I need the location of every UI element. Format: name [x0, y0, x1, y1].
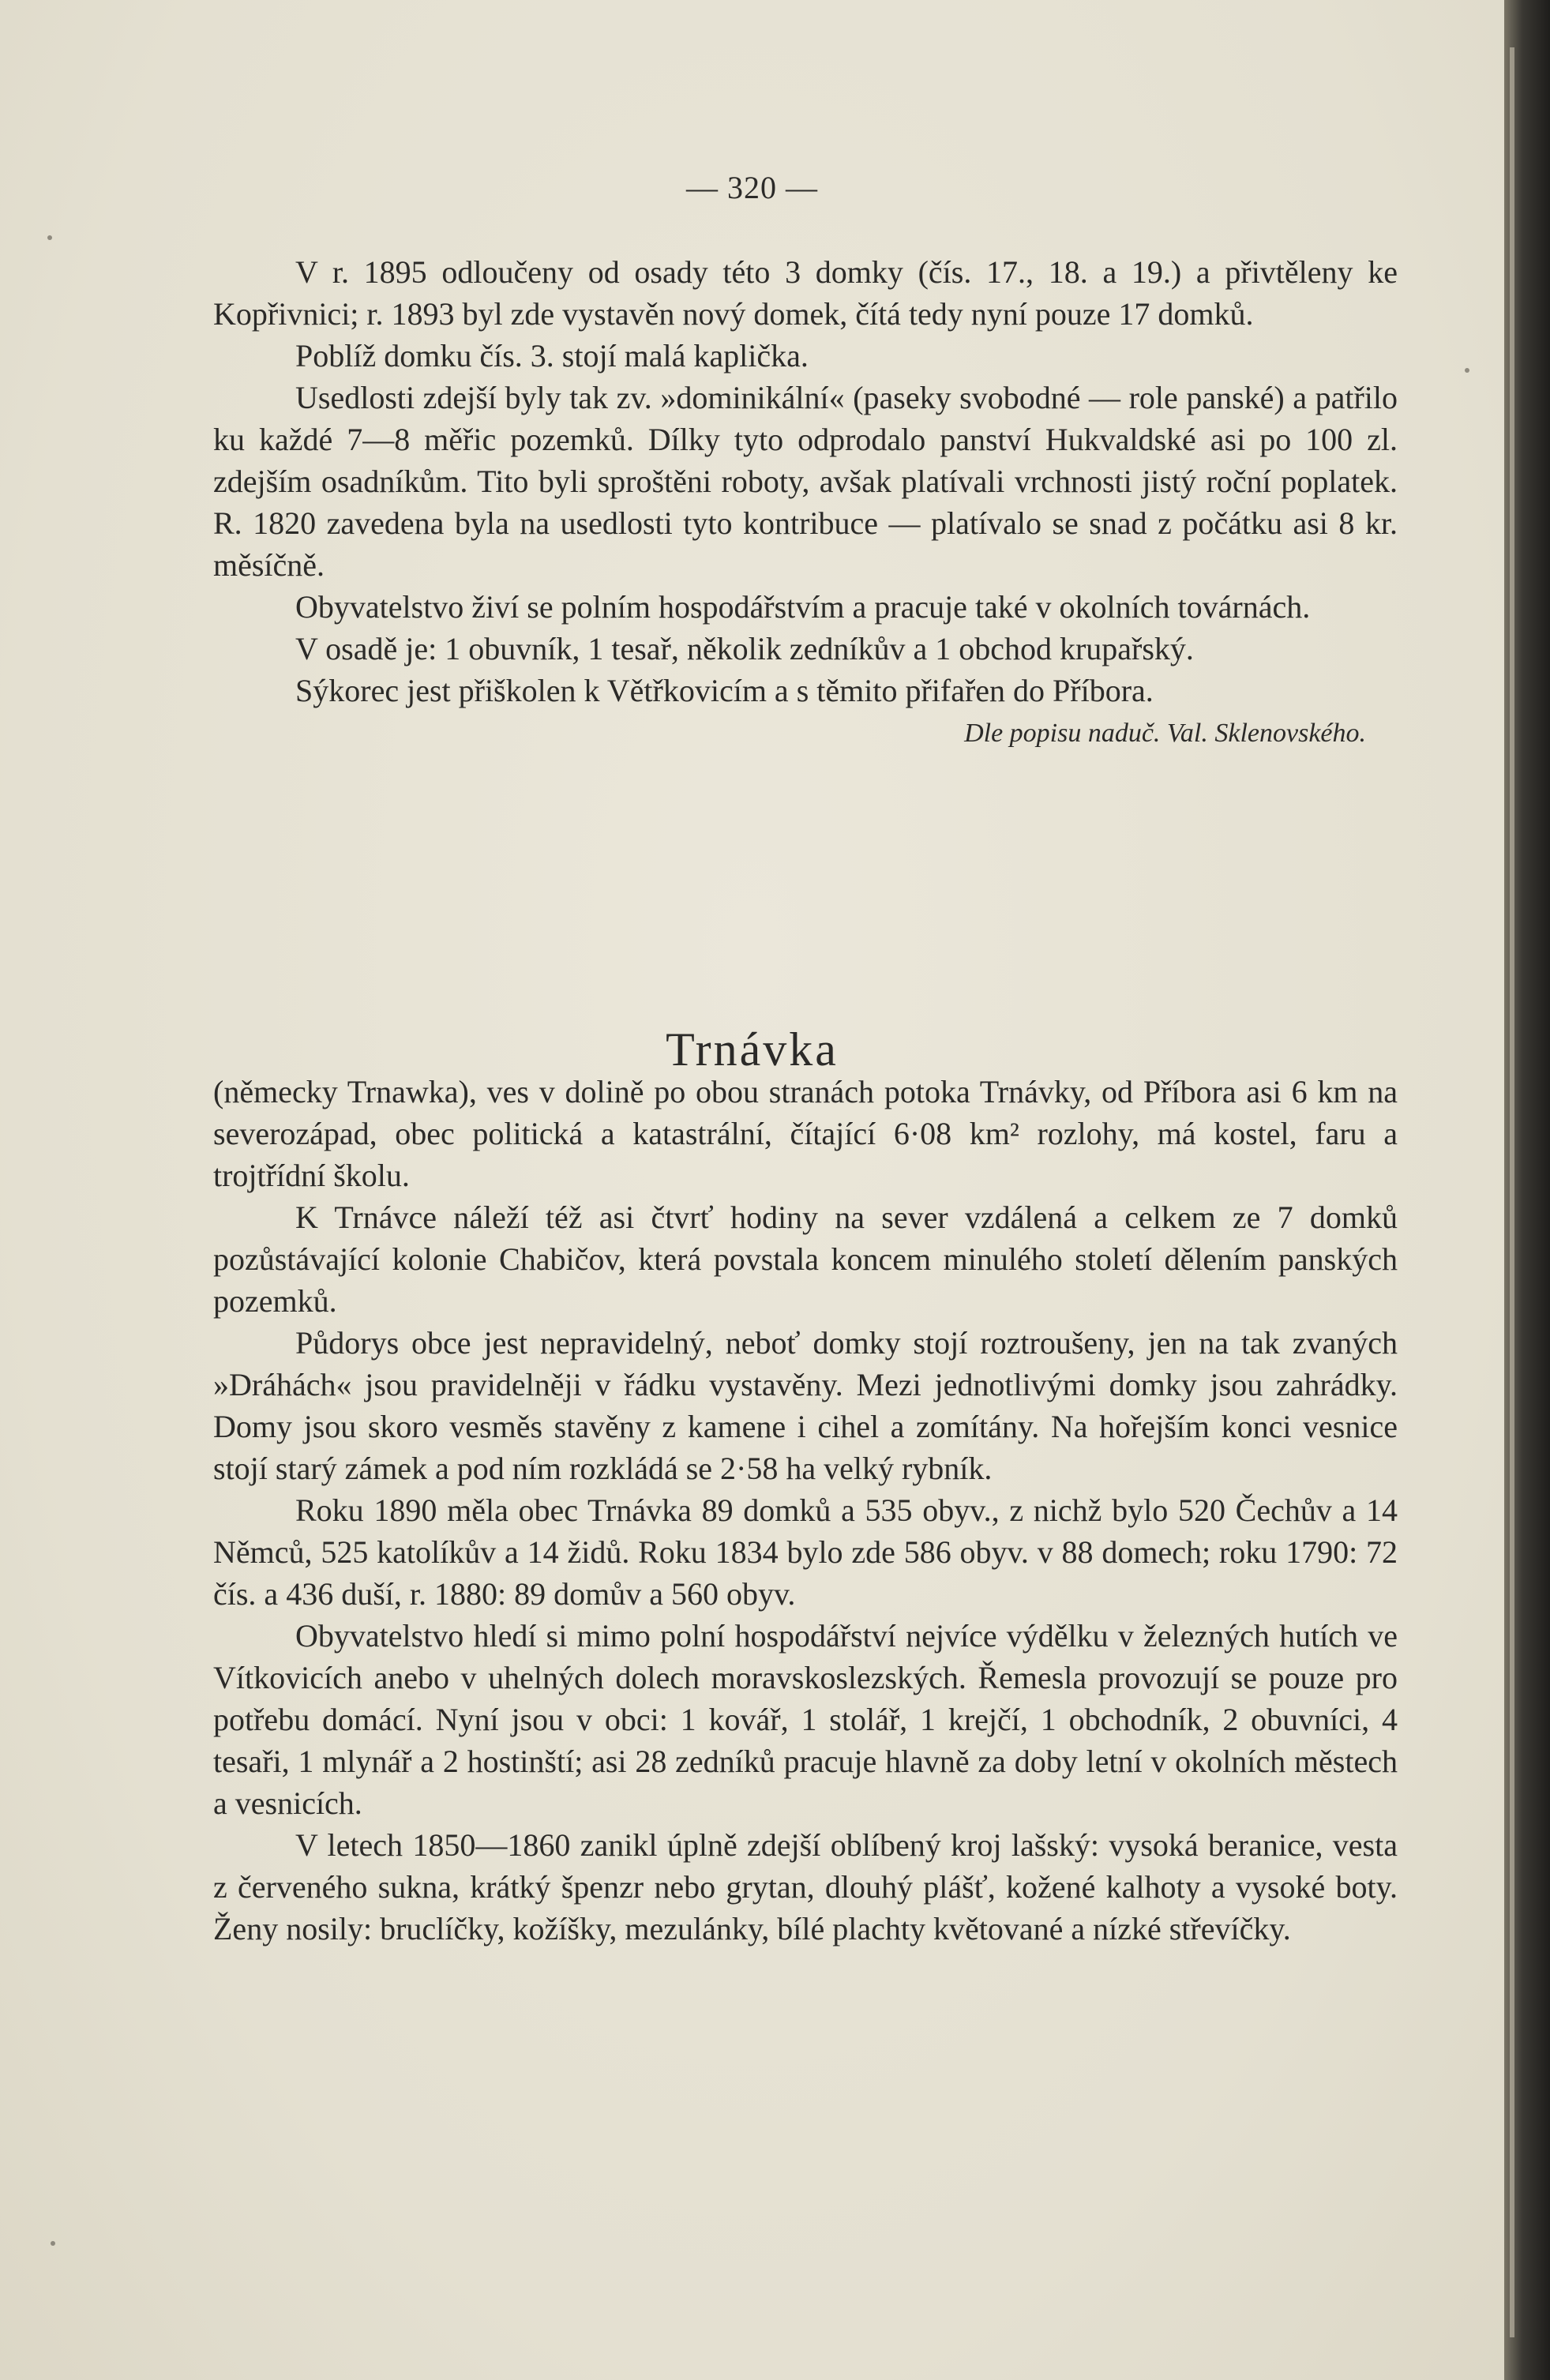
- paper-speck: [1465, 368, 1469, 373]
- paragraph: Usedlosti zdejší byly tak zv. »dominikální« (paseky svobodné — role panské) a patřilo ku každé 7—8 měřic pozemků. Dílky tyto odprodalo panství Hukvaldské asi po 100 zl. zdejším osadníkům. Tito byli sproštěni roboty, avšak platívali vrchnosti jistý roční poplatek. R. 1820 zavedena byla na usedlosti tyto kontribuce — platívalo se snad z počátku asi 8 kr. měsíčně.: [213, 380, 1398, 583]
- paragraph: V osadě je: 1 obuvník, 1 tesař, několik zedníkův a 1 obchod krupařský.: [295, 631, 1194, 666]
- paper-speck: [51, 2241, 55, 2246]
- paragraph: Obyvatelstvo živí se polním hospodářstvím a pracuje také v okolních továrnách.: [295, 589, 1311, 625]
- paragraph: K Trnávce náleží též asi čtvrť hodiny na sever vzdálená a celkem ze 7 domků pozůstávající kolonie Chabičov, která povstala koncem minulého století dělením panských pozemků.: [213, 1199, 1398, 1319]
- attribution: Dle popisu naduč. Val. Sklenovského.: [964, 719, 1366, 748]
- paragraph: V r. 1895 odloučeny od osady této 3 domky (čís. 17., 18. a 19.) a přivtěleny ke Kopřivnici; r. 1893 byl zde vystavěn nový domek, čítá tedy nyní pouze 17 domků.: [213, 254, 1398, 332]
- paragraph: Poblíž domku čís. 3. stojí malá kaplička.: [295, 338, 809, 374]
- section-heading: Trnávka: [666, 1023, 839, 1076]
- paragraph: V letech 1850—1860 zanikl úplně zdejší oblíbený kroj lašský: vysoká beranice, vesta z červeného sukna, krátký špenzr nebo grytan, dlouhý plášť, kožené kalhoty a vysoké boty. Ženy nosily: bruclíčky, kožíšky, mezulánky, bílé plachty květované a nízké střevíčky.: [213, 1827, 1398, 1946]
- paragraph: Sýkorec jest přiškolen k Větřkovicím a s těmito přifařen do Příbora.: [295, 673, 1154, 708]
- paragraph: Půdorys obce jest nepravidelný, neboť domky stojí roztroušeny, jen na tak zvaných »Dráhách« jsou pravidelněji v řádku vystavěny. Mezi jednotlivými domky jsou zahrádky. Domy jsou skoro vesměs stavěny z kamene i cihel a zomítány. Na hořejším konci vesnice stojí starý zámek a pod ním rozkládá se 2·58 ha velký rybník.: [213, 1325, 1398, 1486]
- paper-speck: [47, 235, 52, 240]
- paragraph: (německy Trnawka), ves v dolině po obou stranách potoka Trnávky, od Příbora asi 6 km na severozápad, obec politická a katastrální, čítající 6·08 km² rozlohy, má kostel, faru a trojtřídní školu.: [213, 1074, 1398, 1193]
- page-number: — 320 —: [686, 170, 818, 205]
- paragraph: Obyvatelstvo hledí si mimo polní hospodářství nejvíce výdělku v železných hutích ve Vítkovicích anebo v uhelných dolech moravskoslezských. Řemesla provozují se pouze pro potřebu domácí. Nyní jsou v obci: 1 kovář, 1 stolář, 1 krejčí, 1 obchodník, 2 obuvníci, 4 tesaři, 1 mlynář a 2 hostinští; asi 28 zedníků pracuje hlavně za doby letní v okolních městech a vesnicích.: [213, 1618, 1398, 1821]
- paragraph: Roku 1890 měla obec Trnávka 89 domků a 535 obyv., z nichž bylo 520 Čechův a 14 Němců, 525 katolíkův a 14 židů. Roku 1834 bylo zde 586 obyv. v 88 domech; roku 1790: 72 čís. a 436 duší, r. 1880: 89 domův a 560 obyv.: [213, 1492, 1398, 1612]
- section-trnavka: [213, 1071, 1398, 1950]
- section-previous-village: [213, 251, 1398, 753]
- page-edge-line: [1510, 47, 1514, 2337]
